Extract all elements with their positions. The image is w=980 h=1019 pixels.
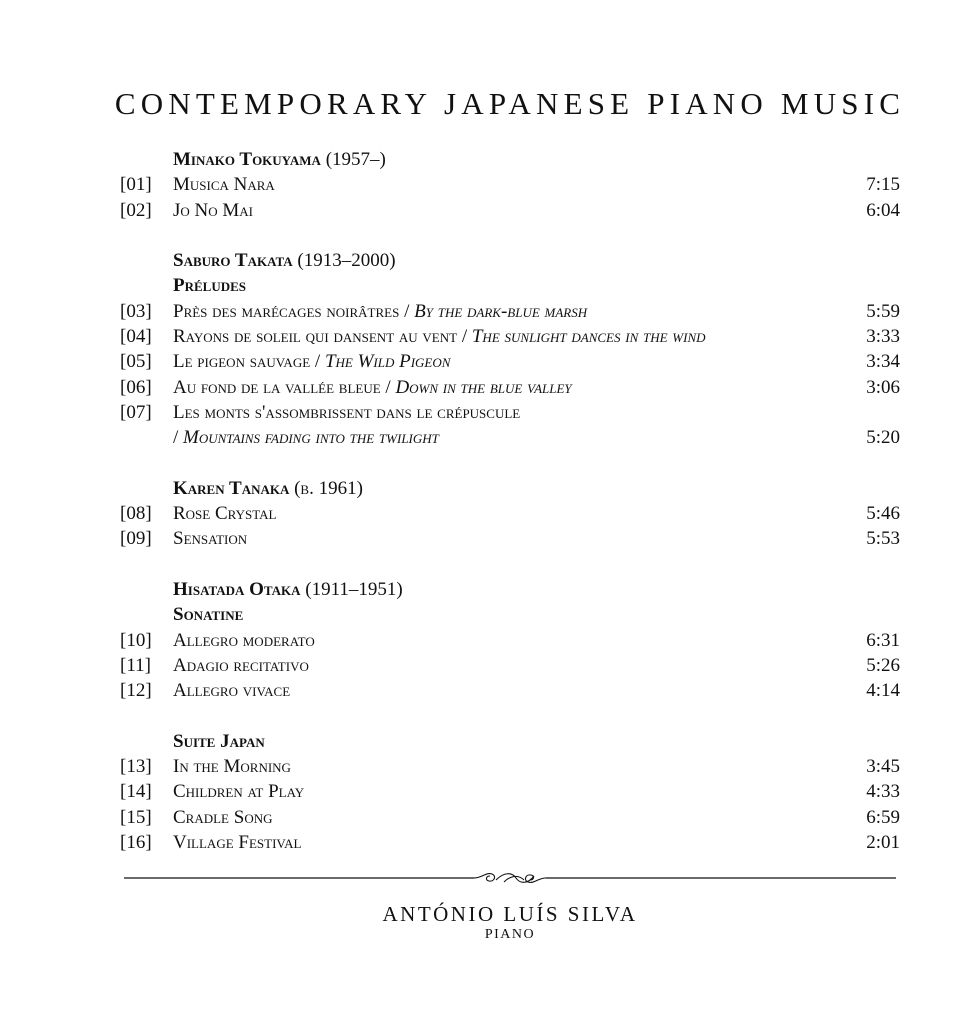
track-number: [12] bbox=[120, 680, 152, 702]
track-title: Au fond de la vallée bleue / bbox=[173, 376, 396, 398]
track-title: Les monts s'assombrissent dans le crépuscule bbox=[173, 401, 521, 423]
track-number: [07] bbox=[120, 401, 152, 423]
track-row bbox=[120, 830, 900, 855]
track-duration: 6:59 bbox=[866, 806, 900, 828]
track-number: [10] bbox=[120, 629, 152, 651]
track-number: [11] bbox=[120, 654, 151, 676]
track-title: Allegro moderato bbox=[173, 629, 315, 651]
composer-heading bbox=[120, 577, 900, 602]
track-duration: 5:53 bbox=[866, 528, 900, 550]
performer-role: PIANO bbox=[484, 927, 536, 942]
track-number: [08] bbox=[120, 503, 152, 525]
composer-dates: (1913–2000) bbox=[297, 250, 396, 272]
track-row-continued bbox=[120, 425, 900, 450]
track-row bbox=[120, 375, 900, 400]
track-row bbox=[120, 779, 900, 804]
track-row bbox=[120, 805, 900, 830]
composer-heading bbox=[120, 248, 900, 273]
track-row bbox=[120, 172, 900, 197]
track-row bbox=[120, 299, 900, 324]
track-number: [02] bbox=[120, 199, 152, 221]
composer-name: Karen Tanaka bbox=[173, 477, 290, 499]
track-duration: 5:59 bbox=[866, 300, 900, 322]
track-number: [06] bbox=[120, 376, 152, 398]
track-duration: 3:33 bbox=[866, 326, 900, 348]
track-duration: 4:14 bbox=[866, 680, 900, 702]
track-title: Musica Nara bbox=[173, 174, 275, 196]
work-heading bbox=[120, 273, 900, 298]
tracklist bbox=[120, 147, 900, 855]
track-title: Rose Crystal bbox=[173, 503, 277, 525]
work-title: Préludes bbox=[173, 275, 247, 297]
composer-name: Hisatada Otaka bbox=[173, 579, 301, 601]
work-title: Suite Japan bbox=[173, 730, 265, 752]
track-title: Près des marécages noirâtres / bbox=[173, 300, 415, 322]
composer-name: Saburo Takata bbox=[173, 250, 293, 272]
track-title: Allegro vivace bbox=[173, 680, 291, 702]
composer-dates: (1957–) bbox=[325, 149, 386, 170]
track-number: [16] bbox=[120, 832, 152, 854]
track-number: [04] bbox=[120, 326, 152, 348]
work-heading bbox=[120, 602, 900, 627]
track-title-separator: / bbox=[173, 427, 184, 449]
ornament-flourish-icon bbox=[474, 874, 546, 883]
track-number: [09] bbox=[120, 528, 152, 550]
track-duration: 4:33 bbox=[866, 781, 900, 803]
track-row bbox=[120, 324, 900, 349]
work-title: Sonatine bbox=[173, 604, 244, 626]
track-duration: 2:01 bbox=[866, 832, 900, 854]
page-title: CONTEMPORARY JAPANESE PIANO MUSIC bbox=[114, 86, 906, 121]
track-row bbox=[120, 501, 900, 526]
track-row bbox=[120, 678, 900, 703]
composer-name: Minako Tokuyama bbox=[173, 149, 321, 170]
track-row bbox=[120, 349, 900, 374]
track-number: [01] bbox=[120, 174, 152, 196]
track-title-translation: The sunlight dances in the wind bbox=[471, 326, 706, 348]
track-title: Adagio recitativo bbox=[173, 654, 309, 676]
work-heading bbox=[120, 729, 900, 754]
track-duration: 3:45 bbox=[866, 756, 900, 778]
track-number: [03] bbox=[120, 300, 152, 322]
track-row bbox=[120, 198, 900, 223]
track-duration: 5:26 bbox=[866, 654, 900, 676]
track-row bbox=[120, 400, 900, 425]
track-title: Village Festival bbox=[173, 832, 302, 854]
track-row bbox=[120, 628, 900, 653]
composer-heading bbox=[120, 147, 900, 172]
performer-name: ANTÓNIO LUÍS SILVA bbox=[382, 902, 638, 926]
track-duration: 3:06 bbox=[866, 376, 900, 398]
track-duration: 5:20 bbox=[866, 427, 900, 449]
composer-dates: (b. 1961) bbox=[294, 477, 363, 499]
track-title: Cradle Song bbox=[173, 806, 273, 828]
track-title: Sensation bbox=[173, 528, 248, 550]
track-duration: 3:34 bbox=[866, 351, 900, 373]
track-duration: 6:31 bbox=[866, 629, 900, 651]
track-title: Children at Play bbox=[173, 781, 305, 803]
ornament-divider bbox=[124, 870, 896, 886]
track-number: [13] bbox=[120, 756, 152, 778]
track-title: Rayons de soleil qui dansent au vent / bbox=[173, 326, 472, 348]
track-duration: 5:46 bbox=[866, 503, 900, 525]
track-number: [15] bbox=[120, 806, 152, 828]
track-title: Jo No Mai bbox=[173, 199, 254, 221]
composer-heading bbox=[120, 476, 900, 501]
track-number: [14] bbox=[120, 781, 152, 803]
track-title-translation: The Wild Pigeon bbox=[324, 351, 451, 373]
track-title-translation: By the dark-blue marsh bbox=[414, 300, 588, 322]
track-row bbox=[120, 754, 900, 779]
track-title-translation: Down in the blue valley bbox=[395, 376, 572, 398]
track-title: Le pigeon sauvage / bbox=[173, 351, 325, 373]
track-row bbox=[120, 526, 900, 551]
track-duration: 6:04 bbox=[866, 199, 900, 221]
track-duration: 7:15 bbox=[866, 174, 900, 196]
track-number: [05] bbox=[120, 351, 152, 373]
track-row bbox=[120, 653, 900, 678]
composer-dates: (1911–1951) bbox=[305, 579, 403, 601]
track-title-translation: Mountains fading into the twilight bbox=[183, 427, 439, 449]
track-title: In the Morning bbox=[173, 756, 291, 778]
